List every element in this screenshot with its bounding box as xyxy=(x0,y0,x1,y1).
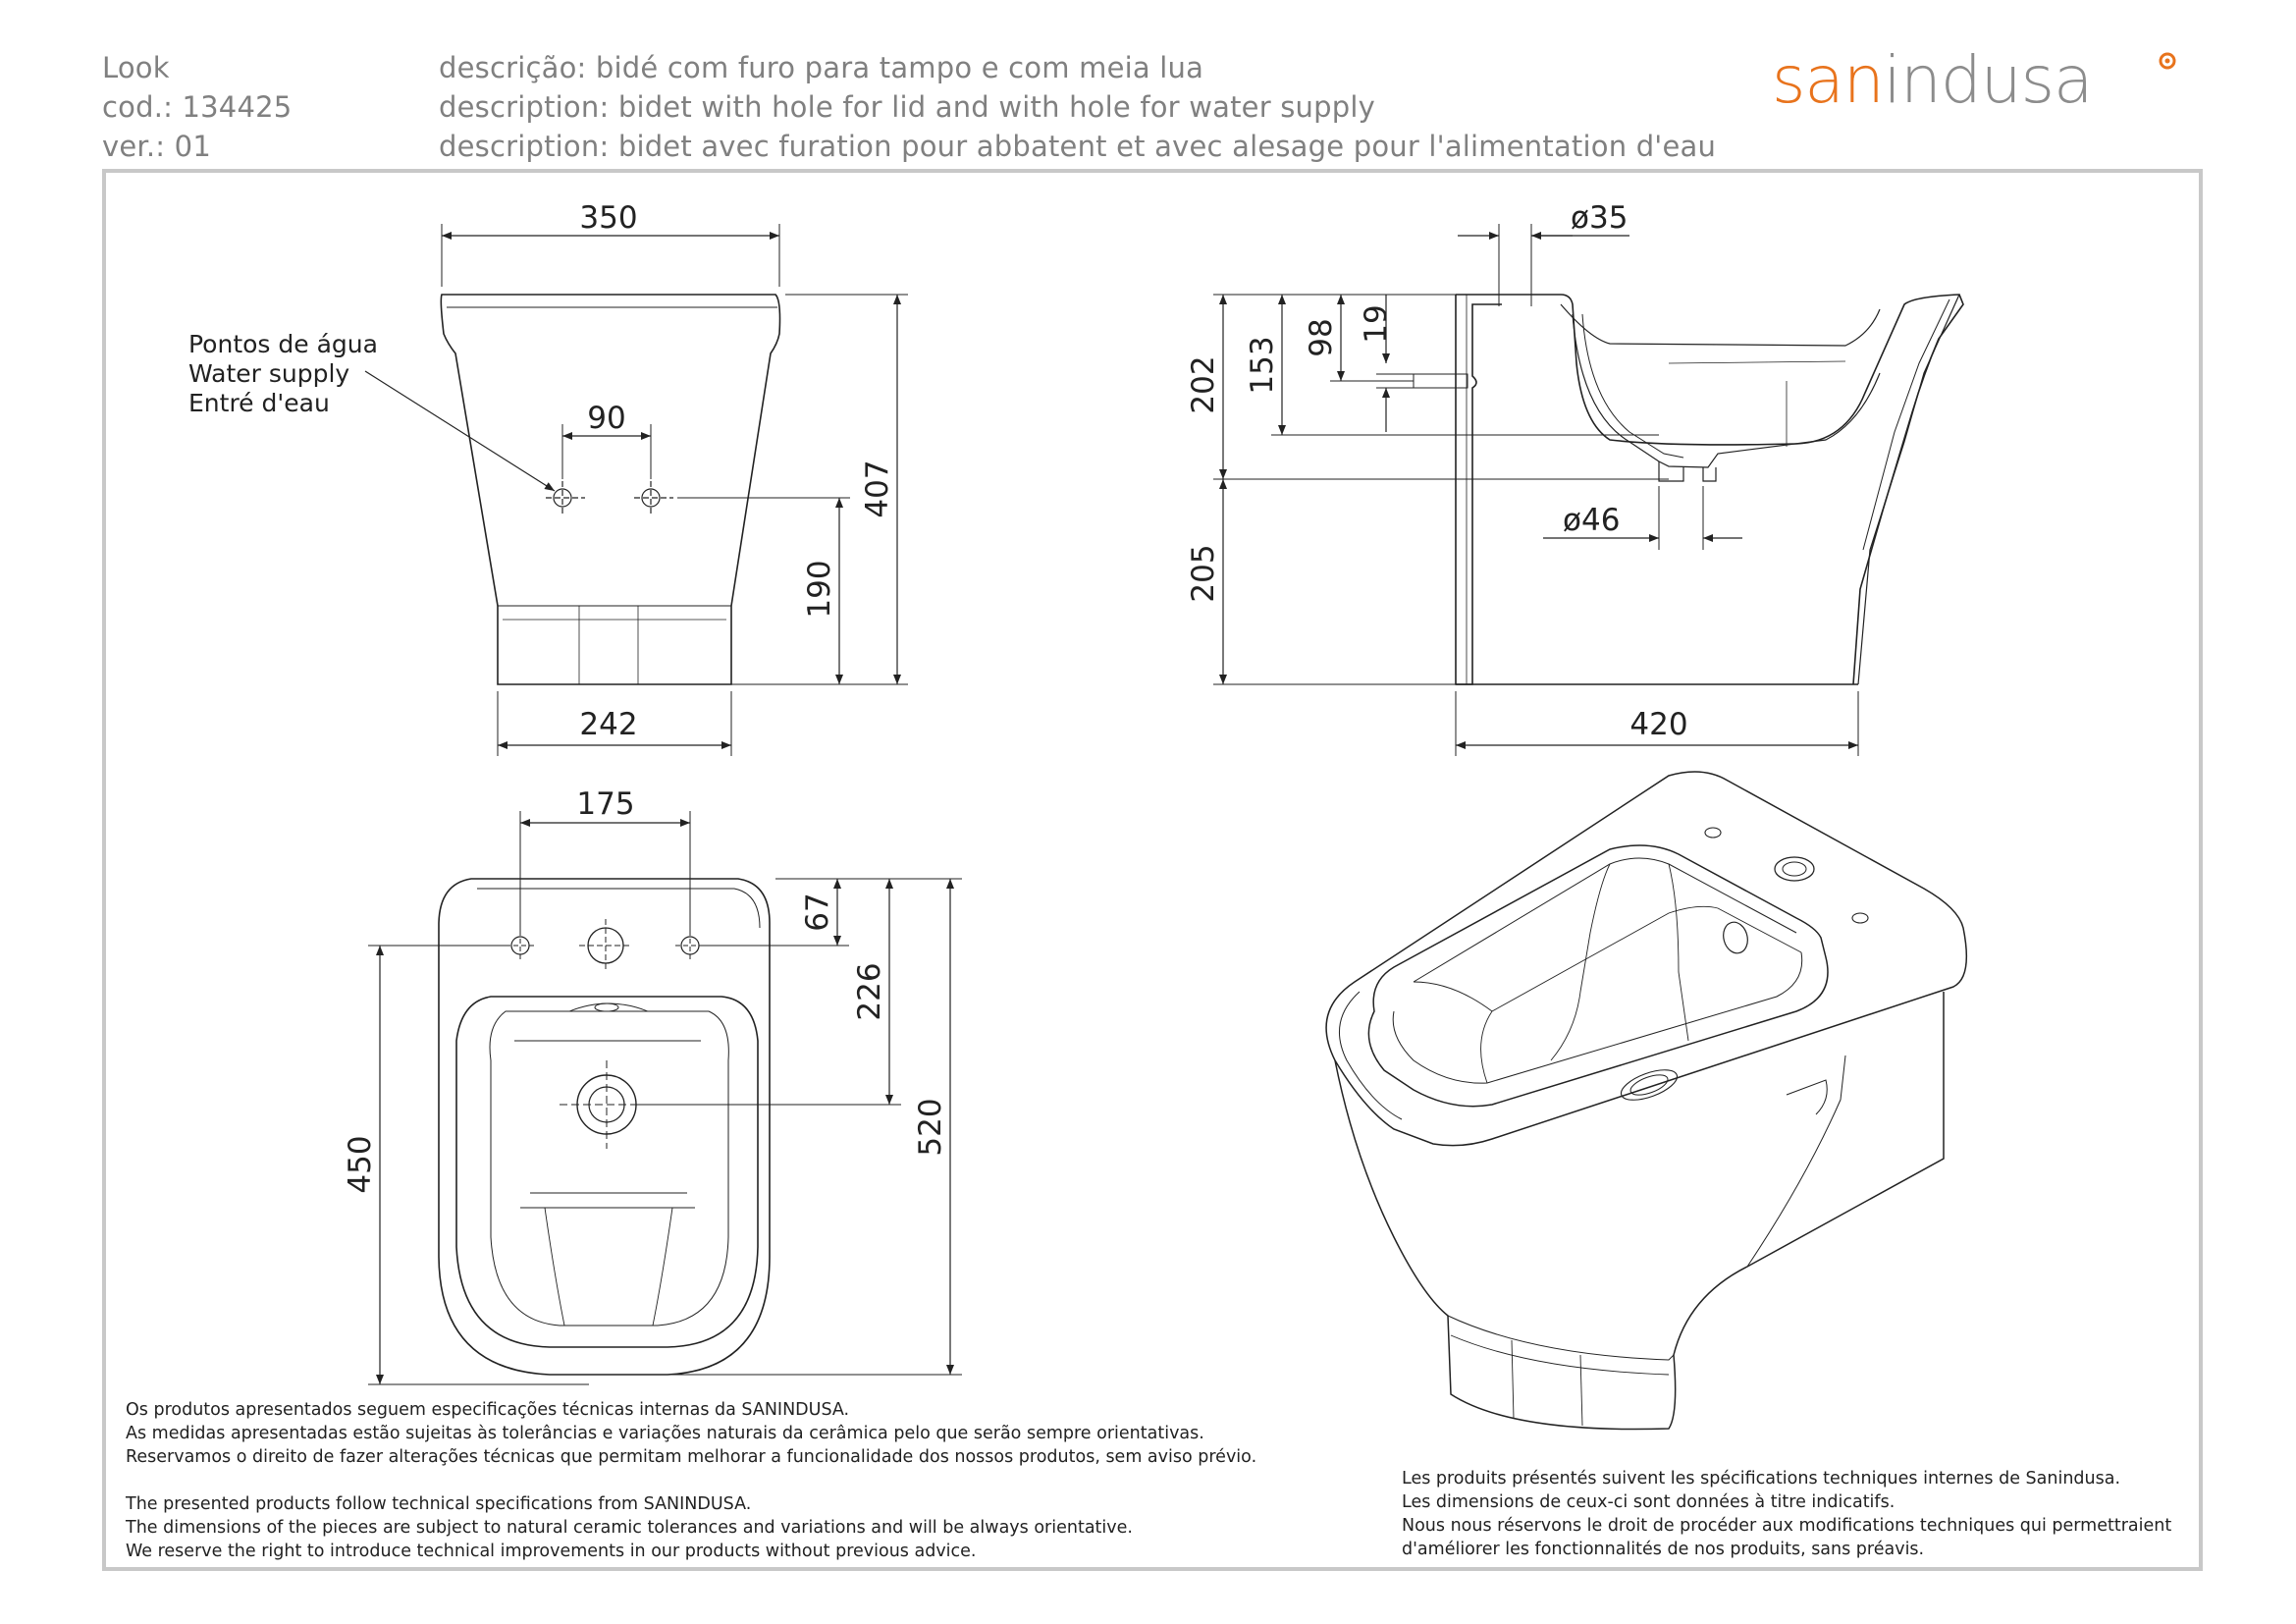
front-view-labels xyxy=(188,200,895,742)
description-fr: description: bidet avec furation pour abbatent et avec alesage pour l'alimentation d'eau xyxy=(439,130,1717,163)
dim-67: 67 xyxy=(800,893,835,932)
front-view-outline xyxy=(441,295,779,684)
disclaimer-left xyxy=(126,1398,1256,1563)
dim-350: 350 xyxy=(579,200,638,236)
dim-98: 98 xyxy=(1304,318,1339,357)
dim-o46: ø46 xyxy=(1563,503,1621,538)
dim-202: 202 xyxy=(1186,355,1221,414)
side-view xyxy=(1213,224,1963,756)
product-code: cod.: 134425 xyxy=(102,90,293,124)
callout-water-supply-en: Water supply xyxy=(188,359,350,388)
dim-420: 420 xyxy=(1629,707,1688,742)
callout-water-supply-pt: Pontos de água xyxy=(188,330,378,358)
water-supply-hole-left xyxy=(546,481,585,514)
dim-153: 153 xyxy=(1245,336,1280,395)
dim-226: 226 xyxy=(852,962,887,1021)
logo-text-indusa: indusa xyxy=(1883,42,2093,118)
dim-o35: ø35 xyxy=(1571,200,1629,236)
logo-text-san: san xyxy=(1772,42,1884,118)
dim-407: 407 xyxy=(860,460,895,518)
disclaimer-right xyxy=(1402,1467,2171,1561)
note-fr-1: Les produits présentés suivent les spécifications techniques internes de Sanindusa. xyxy=(1402,1469,2121,1489)
top-view-labels xyxy=(343,786,948,1194)
dim-19: 19 xyxy=(1359,304,1394,344)
note-pt-2: As medidas apresentadas estão sujeitas às tolerâncias e variações naturais da cerâmica pelo que serão sempre orientativas. xyxy=(126,1424,1204,1443)
note-fr-3: Nous nous réservons le droit de procéder aux modifications techniques qui permettraient xyxy=(1402,1516,2172,1536)
product-name: Look xyxy=(102,51,170,84)
perspective-view xyxy=(1326,772,1966,1430)
dim-190: 190 xyxy=(802,560,837,619)
note-pt-1: Os produtos apresentados seguem especificações técnicas internas da SANINDUSA. xyxy=(126,1400,850,1420)
callout-water-supply-fr: Entré d'eau xyxy=(188,389,330,417)
dim-175: 175 xyxy=(576,786,635,822)
product-version: ver.: 01 xyxy=(102,130,211,163)
top-view-outline xyxy=(439,879,770,1375)
dim-242: 242 xyxy=(579,707,638,742)
dim-90: 90 xyxy=(587,401,626,436)
front-view xyxy=(365,224,908,756)
note-en-2: The dimensions of the pieces are subject to natural ceramic tolerances and variations and will be always orientative. xyxy=(126,1518,1133,1538)
note-pt-3: Reservamos o direito de fazer alterações técnicas que permitam melhorar a funcionalidade dos nossos produtos, sem aviso prévio. xyxy=(126,1447,1257,1467)
note-fr-2: Les dimensions de ceux-ci sont données à titre indicatifs. xyxy=(1402,1492,1896,1512)
dim-450: 450 xyxy=(343,1135,378,1194)
callout-leader xyxy=(365,371,555,491)
side-view-back-wall xyxy=(1456,295,1502,684)
top-view xyxy=(368,811,962,1384)
dim-205: 205 xyxy=(1186,544,1221,603)
note-en-1: The presented products follow technical specifications from SANINDUSA. xyxy=(126,1494,752,1514)
water-supply-hole-right xyxy=(634,481,673,514)
description-pt: descrição: bidé com furo para tampo e com meia lua xyxy=(439,51,1204,84)
note-fr-4: d'améliorer les fonctionnalités de nos produits, sans préavis. xyxy=(1402,1540,1925,1559)
note-en-3: We reserve the right to introduce technical improvements in our products without previous advice. xyxy=(126,1542,977,1561)
description-en: description: bidet with hole for lid and with hole for water supply xyxy=(439,90,1375,124)
dim-520: 520 xyxy=(913,1098,948,1157)
side-view-labels xyxy=(1186,200,1688,742)
